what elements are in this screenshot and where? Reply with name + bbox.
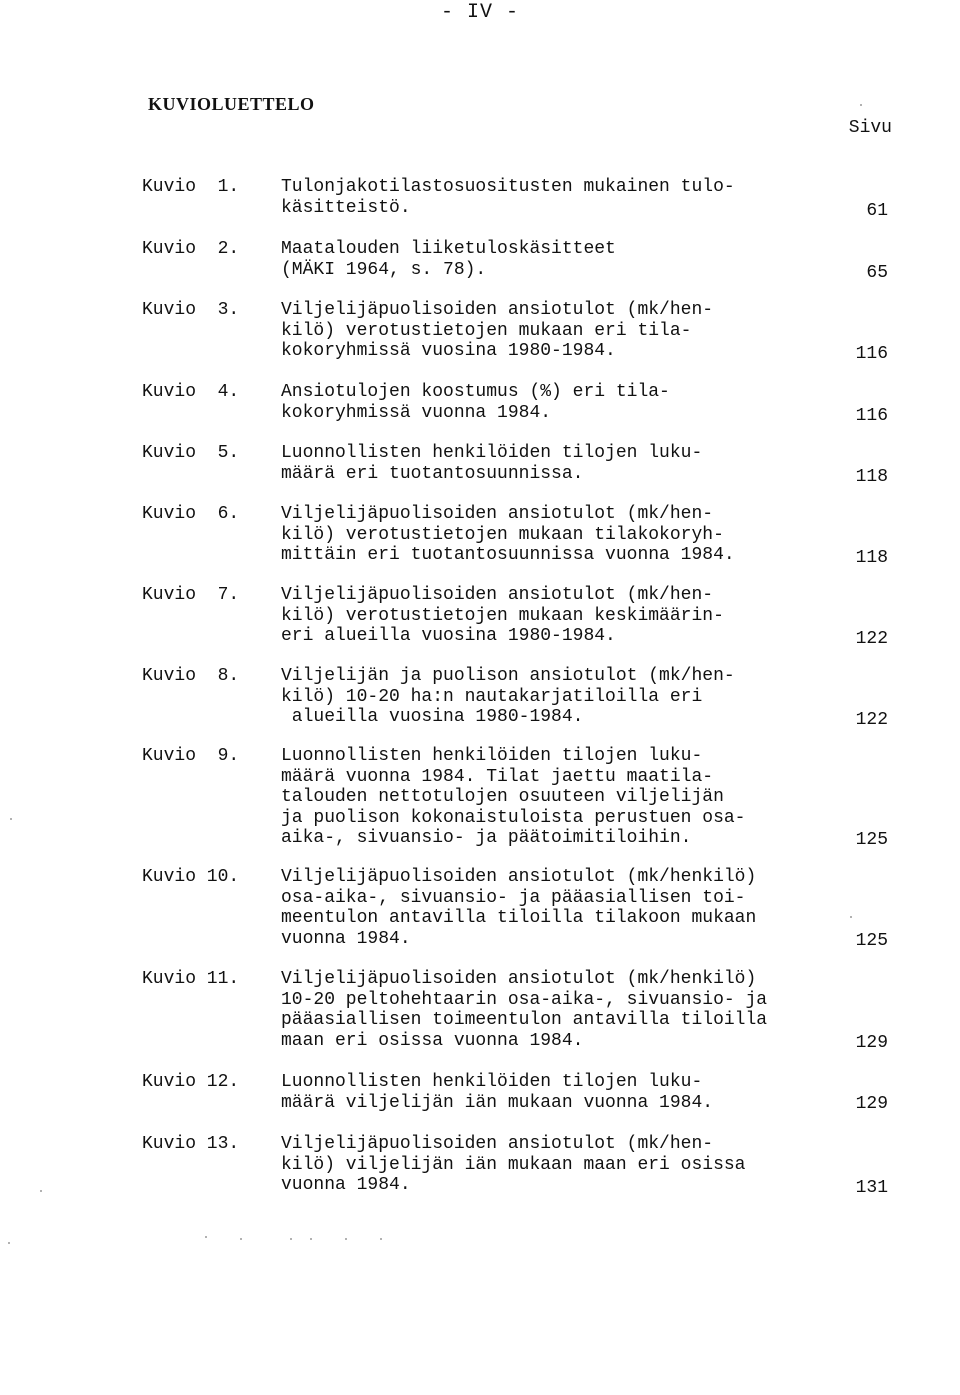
caption-line: kilö) verotustietojen mukaan tilakokoryh- <box>281 524 724 545</box>
caption-line: Tulonjakotilastosuositusten mukainen tulo- <box>281 177 735 197</box>
figure-page-number: 125 <box>855 830 888 850</box>
figure-label: Kuvio 1. <box>142 177 240 197</box>
figure-caption <box>281 746 826 849</box>
caption-line: Viljelijäpuolisoiden ansiotulot (mk/hen- <box>281 300 714 320</box>
figure-caption <box>281 382 826 423</box>
caption-line: pääasiallisen toimeentulon antavilla tiloilla <box>281 1010 768 1030</box>
caption-line: ja puolison kokonaistuloista perustuen osa- <box>281 807 746 828</box>
caption-line: käsitteistö. <box>281 197 411 218</box>
figure-page-number: 129 <box>855 1094 888 1114</box>
caption-line: osa-aika-, sivuansio- ja pääasiallisen toi- <box>281 887 746 908</box>
figure-label: Kuvio 5. <box>142 443 240 463</box>
caption-line: Viljelijäpuolisoiden ansiotulot (mk/hen- <box>281 585 714 605</box>
caption-line: vuonna 1984. <box>281 1175 411 1195</box>
caption-line: Ansiotulojen koostumus (%) eri tila- <box>281 382 670 402</box>
scan-speck <box>860 104 862 106</box>
figure-caption <box>281 969 826 1051</box>
caption-line: alueilla vuosina 1980-1984. <box>281 707 584 727</box>
figure-page-number: 125 <box>855 931 888 951</box>
caption-line: aika-, sivuansio- ja päätoimitiloihin. <box>281 828 692 848</box>
page-number: - IV - <box>440 1 519 24</box>
caption-line: kilö) verotustietojen mukaan eri tila- <box>281 320 692 341</box>
page-column-label: Sivu <box>848 118 892 138</box>
caption-line: Viljelijän ja puolison ansiotulot (mk/hen- <box>281 666 735 686</box>
figure-label: Kuvio 9. <box>142 746 240 766</box>
figure-caption <box>281 585 826 647</box>
figure-caption <box>281 177 826 218</box>
figure-label: Kuvio 8. <box>142 666 240 686</box>
caption-line: kilö) viljelijän iän mukaan maan eri osissa <box>281 1154 746 1175</box>
figure-label: Kuvio 2. <box>142 239 240 259</box>
caption-line: kokoryhmissä vuonna 1984. <box>281 402 552 423</box>
caption-line: kilö) verotustietojen mukaan keskimäärin- <box>281 605 724 626</box>
caption-line: määrä eri tuotantosuunnissa. <box>281 463 584 484</box>
figure-caption <box>281 300 826 362</box>
scan-speck <box>240 1238 242 1240</box>
caption-line: Viljelijäpuolisoiden ansiotulot (mk/henkilö) <box>281 969 757 989</box>
figure-page-number: 129 <box>855 1033 888 1053</box>
figure-page-number: 118 <box>855 548 888 568</box>
caption-line: maan eri osissa vuonna 1984. <box>281 1030 584 1051</box>
figure-label: Kuvio 6. <box>142 504 240 524</box>
caption-line: Luonnollisten henkilöiden tilojen luku- <box>281 443 703 463</box>
figure-page-number: 122 <box>855 629 888 649</box>
list-heading: KUVIOLUETTELO <box>148 94 315 114</box>
scan-speck <box>40 1190 42 1192</box>
caption-line: eri alueilla vuosina 1980-1984. <box>281 626 616 646</box>
caption-line: määrä vuonna 1984. Tilat jaettu maatila- <box>281 766 714 787</box>
figure-label: Kuvio 13. <box>142 1134 240 1154</box>
figure-caption <box>281 867 826 949</box>
caption-line: 10-20 peltohehtaarin osa-aika-, sivuansio- ja <box>281 989 768 1010</box>
scan-speck <box>345 1238 347 1240</box>
scan-speck <box>850 916 852 918</box>
figure-label: Kuvio 12. <box>142 1072 240 1092</box>
caption-line: vuonna 1984. <box>281 928 411 949</box>
caption-line: talouden nettotulojen osuuteen viljelijän <box>281 787 724 807</box>
caption-line: (MÄKI 1964, s. 78). <box>281 259 487 280</box>
caption-line: määrä viljelijän iän mukaan vuonna 1984. <box>281 1092 714 1113</box>
figure-caption <box>281 443 826 484</box>
figure-page-number: 65 <box>866 263 888 283</box>
figure-caption <box>281 666 826 728</box>
scan-speck <box>290 1238 292 1240</box>
figure-caption <box>281 239 826 280</box>
figure-page-number: 131 <box>855 1178 888 1198</box>
caption-line: Luonnollisten henkilöiden tilojen luku- <box>281 746 703 766</box>
figure-page-number: 61 <box>866 201 888 221</box>
caption-line: kilö) 10-20 ha:n nautakarjatiloilla eri <box>281 686 703 707</box>
caption-line: Viljelijäpuolisoiden ansiotulot (mk/hen- <box>281 1134 714 1154</box>
caption-line: mittäin eri tuotantosuunnissa vuonna 1984. <box>281 545 735 565</box>
caption-line: Viljelijäpuolisoiden ansiotulot (mk/henkilö) <box>281 867 757 887</box>
figure-label: Kuvio 10. <box>142 867 240 887</box>
scan-speck <box>205 1236 207 1238</box>
figure-label: Kuvio 4. <box>142 382 240 402</box>
caption-line: Viljelijäpuolisoiden ansiotulot (mk/hen- <box>281 504 714 524</box>
figure-label: Kuvio 11. <box>142 969 240 989</box>
figure-page-number: 116 <box>855 344 888 364</box>
scan-speck <box>8 1242 10 1244</box>
figure-page-number: 122 <box>855 710 888 730</box>
scan-speck <box>310 1238 312 1240</box>
figure-label: Kuvio 3. <box>142 300 240 320</box>
scan-speck <box>10 818 12 820</box>
caption-line: Maatalouden liiketuloskäsitteet <box>281 239 616 259</box>
scan-speck <box>380 1238 382 1240</box>
caption-line: meentulon antavilla tiloilla tilakoon mukaan <box>281 908 757 928</box>
caption-line: kokoryhmissä vuosina 1980-1984. <box>281 341 616 361</box>
figure-page-number: 116 <box>855 406 888 426</box>
figure-label: Kuvio 7. <box>142 585 240 605</box>
figure-caption <box>281 1134 826 1196</box>
figure-page-number: 118 <box>855 467 888 487</box>
caption-line: Luonnollisten henkilöiden tilojen luku- <box>281 1072 703 1092</box>
figure-caption <box>281 1072 826 1113</box>
figure-caption <box>281 504 826 566</box>
